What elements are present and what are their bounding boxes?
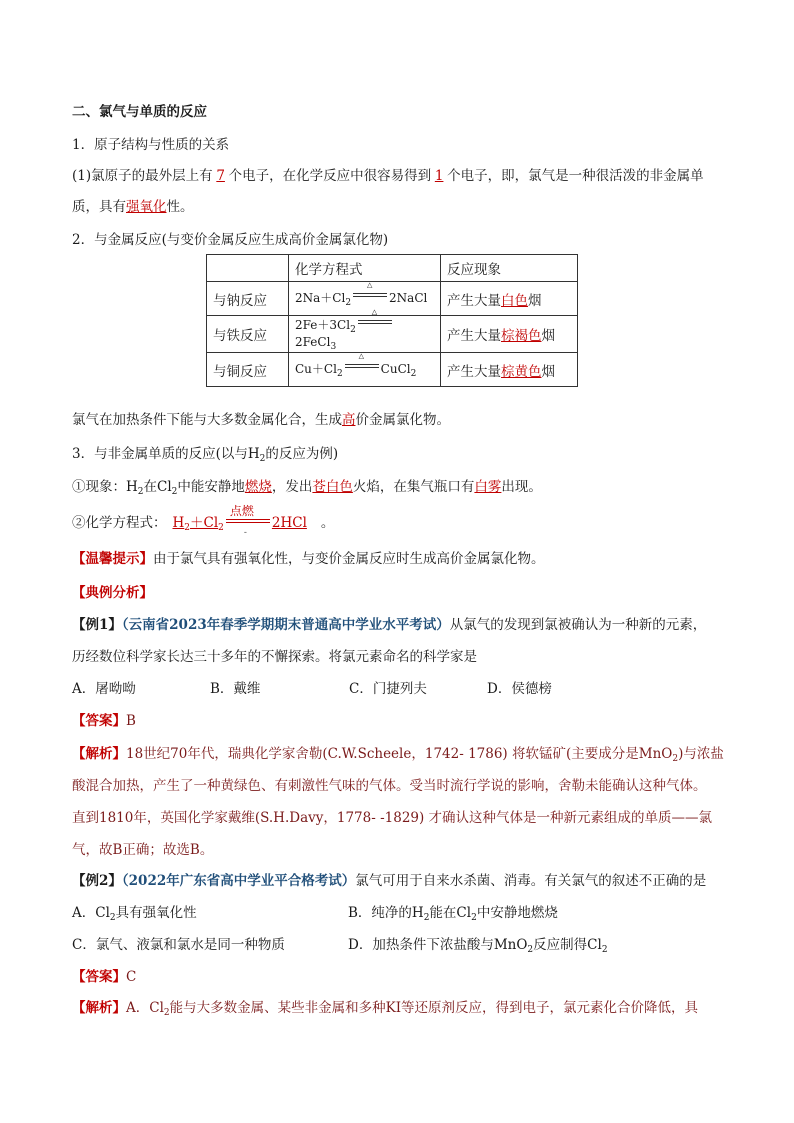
- option-c: C．门捷列夫: [349, 681, 427, 697]
- table-header-equation: 化学方程式: [289, 255, 441, 282]
- table-header-phenomenon: 反应现象: [441, 255, 578, 282]
- h2-cl2-equation: $H_2+Cl_2$: [172, 515, 224, 533]
- example-1-options: [72, 680, 552, 698]
- subsection-3-heading: 3．与非金属单质的反应(以与$H_2$的反应为例): [72, 446, 339, 464]
- ignition-condition-arrow: 点燃 -: [226, 514, 270, 526]
- paragraph-atomic-structure-2: 质，具有强氧化性。: [72, 199, 194, 215]
- heat-condition-arrow: △: [358, 317, 392, 327]
- example-2-source: （2022年广东省高中学业平合格考试）: [121, 873, 356, 889]
- option-b: B．戴维: [210, 681, 261, 697]
- heat-condition-arrow: △: [345, 361, 379, 371]
- example-1-answer: 【答案】B: [72, 713, 136, 729]
- example-1-question-cont: 历经数位科学家长达三十多年的不懈探索。将氯元素命名的科学家是: [72, 649, 477, 665]
- example-2-answer: 【答案】C: [72, 969, 137, 985]
- reaction-name: 与铁反应: [207, 316, 289, 353]
- reaction-equation: $2Fe+3Cl_2$ △ 2FeCl$_3$: [289, 316, 441, 353]
- option-a: A．屠呦呦: [72, 681, 136, 697]
- subsection-2-heading: 2．与金属反应(与变价金属反应生成高价金属氯化物): [72, 232, 389, 248]
- reaction-phenomenon: 产生大量棕褐色烟: [441, 316, 578, 353]
- paragraph-atomic-structure-1: (1)氯原子的最外层上有 7 个电子，在化学反应中很容易得到 1 个电子，即，氯气是一种很活泼的非金属单: [72, 168, 704, 184]
- tip-label: 【温馨提示】: [72, 551, 153, 567]
- phenomenon-line: ①现象：$H_2$在$Cl_2$中能安静地燃烧，发出苍白色火焰，在集气瓶口有白雾出现。: [72, 479, 542, 497]
- reaction-name: 与铜反应: [207, 353, 289, 387]
- table-row: [207, 353, 578, 387]
- example-1-explanation-3: 直到1810年，英国化学家戴维(S.H.Davy，1778- -1829) 才确认这种气体是一种新元素组成的单质——氯: [72, 810, 713, 826]
- example-1-explanation-2: 酸混合加热，产生了一种黄绿色、有刺激性气味的气体。受当时流行学说的影响，舍勒未能确认这种气体。: [72, 778, 707, 794]
- example-2-options-ab: [72, 904, 558, 927]
- metal-summary: 氯气在加热条件下能与大多数金属化合，生成高价金属氯化物。: [72, 412, 450, 428]
- option-d: D．加热条件下浓盐酸与MnO$_2$反应制得$Cl_2$: [348, 937, 608, 955]
- table-row: [207, 282, 578, 316]
- reaction-equation: $2Na+Cl_2$ △ 2NaCl: [289, 282, 441, 316]
- warm-tip: 【温馨提示】由于氯气具有强氧化性，与变价金属反应时生成高价金属氯化物。: [72, 551, 545, 567]
- reaction-phenomenon: 产生大量棕黄色烟: [441, 353, 578, 387]
- analysis-title: 【典例分析】: [72, 585, 153, 601]
- table-header-row: [207, 255, 578, 282]
- example-2-explanation-1: 【解析】A．$Cl_2$能与大多数金属、某些非金属和多种KI等还原剂反应，得到电子，氯元素化合价降低，具: [72, 1000, 699, 1018]
- option-c: C．氯气、液氯和氯水是同一种物质: [72, 937, 285, 953]
- heat-condition-arrow: △: [353, 290, 387, 300]
- option-b: B．纯净的$H_2$能在$Cl_2$中安静地燃烧: [348, 905, 558, 923]
- blank-gain: 1: [434, 168, 444, 184]
- blank-electrons: 7: [216, 168, 225, 184]
- table-row: [207, 316, 578, 353]
- reaction-table: [206, 254, 578, 387]
- example-1-explanation-1: 【解析】18世纪70年代，瑞典化学家舍勒(C.W.Scheele，1742- 1786) 将软锰矿(主要成分是MnO$_2$)与浓盐: [72, 746, 724, 764]
- reaction-name: 与钠反应: [207, 282, 289, 316]
- option-a: A．$Cl_2$具有强氧化性: [72, 905, 197, 923]
- reaction-phenomenon: 产生大量白色烟: [441, 282, 578, 316]
- example-2-options-cd: [72, 936, 608, 959]
- equation-line: ②化学方程式： $H_2+Cl_2$ 点燃 - 2HCl 。: [72, 504, 335, 538]
- reaction-equation: $Cu+Cl_2$ △ CuCl$_2$: [289, 353, 441, 387]
- subsection-1-heading: 1．原子结构与性质的关系: [72, 137, 230, 153]
- table-header-empty: [207, 255, 289, 282]
- option-d: D．侯德榜: [487, 681, 552, 697]
- example-1-question: 【例1】（云南省2023年春季学期期末普通高中学业水平考试）从氯气的发现到氯被确认为一种新的元素，: [72, 617, 707, 633]
- example-2-question: 【例2】（2022年广东省高中学业平合格考试）氯气可用于自来水杀菌、消毒。有关氯气的叙述不正确的是: [72, 873, 707, 889]
- section-title: 二、氯气与单质的反应: [72, 104, 207, 120]
- blank-oxidizing: 强氧化: [126, 199, 167, 215]
- example-1-source: （云南省2023年春季学期期末普通高中学业水平考试）: [121, 617, 450, 633]
- example-1-explanation-4: 气，故B正确；故选B。: [72, 842, 214, 858]
